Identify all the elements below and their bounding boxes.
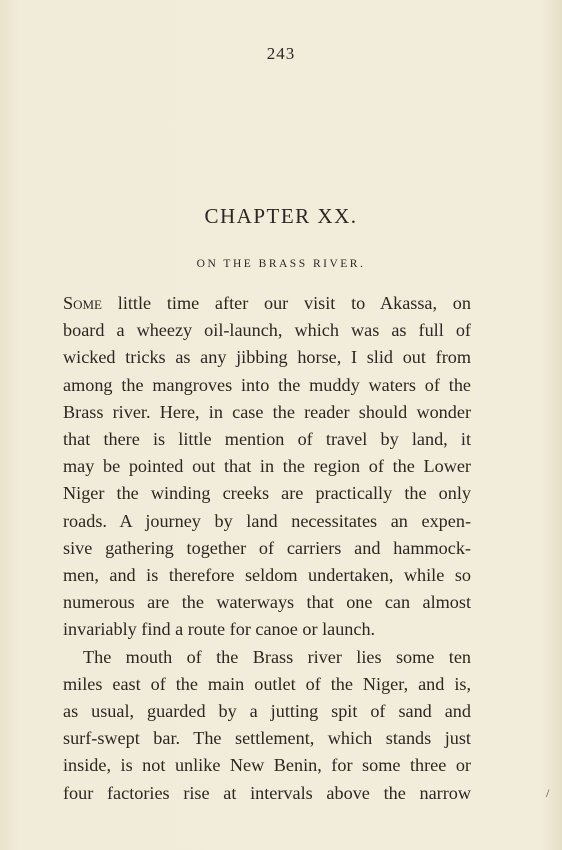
text-line: inside, is not unlike New Benin, for some three or <box>63 755 471 776</box>
text-line: sive gathering together of carriers and hammock- <box>63 537 471 558</box>
chapter-subtitle: ON THE BRASS RIVER. <box>196 258 366 270</box>
text-line: that there is little mention of travel by land, it <box>63 429 471 450</box>
drop-word: Some <box>63 293 103 313</box>
body-text <box>63 290 471 807</box>
text-line: The mouth of the Brass river lies some ten <box>83 646 471 667</box>
paragraph-1 <box>63 290 471 644</box>
text-line: roads. A journey by land necessitates an expen- <box>63 510 471 531</box>
text-line: board a wheezy oil-launch, which was as full of <box>63 320 471 341</box>
text-line: four factories rise at intervals above the narrow <box>63 782 471 803</box>
text-line: as usual, guarded by a jutting spit of sand and <box>63 701 471 722</box>
margin-mark: / <box>546 786 550 800</box>
text-line: surf-swept bar. The settlement, which stands just <box>63 728 471 749</box>
text-line: may be pointed out that in the region of the Lower <box>63 456 471 477</box>
text-line: numerous are the waterways that one can almost <box>63 592 471 613</box>
text-line: Some little time after our visit to Akassa, on <box>63 293 471 313</box>
text-line: Niger the winding creeks are practically the only <box>63 483 471 504</box>
paragraph-2 <box>63 644 471 807</box>
text-line: invariably find a route for canoe or launch. <box>63 619 376 640</box>
text-line: wicked tricks as any jibbing horse, I slid out from <box>63 347 471 368</box>
text-line: miles east of the main outlet of the Niger, and is, <box>63 673 471 694</box>
page-number: 243 <box>266 44 296 63</box>
text-line: men, and is therefore seldom undertaken, while so <box>63 565 471 586</box>
chapter-title: CHAPTER XX. <box>204 204 358 228</box>
text-line: Brass river. Here, in case the reader should wonder <box>63 401 471 422</box>
text-line: among the mangroves into the muddy waters of the <box>63 374 471 395</box>
